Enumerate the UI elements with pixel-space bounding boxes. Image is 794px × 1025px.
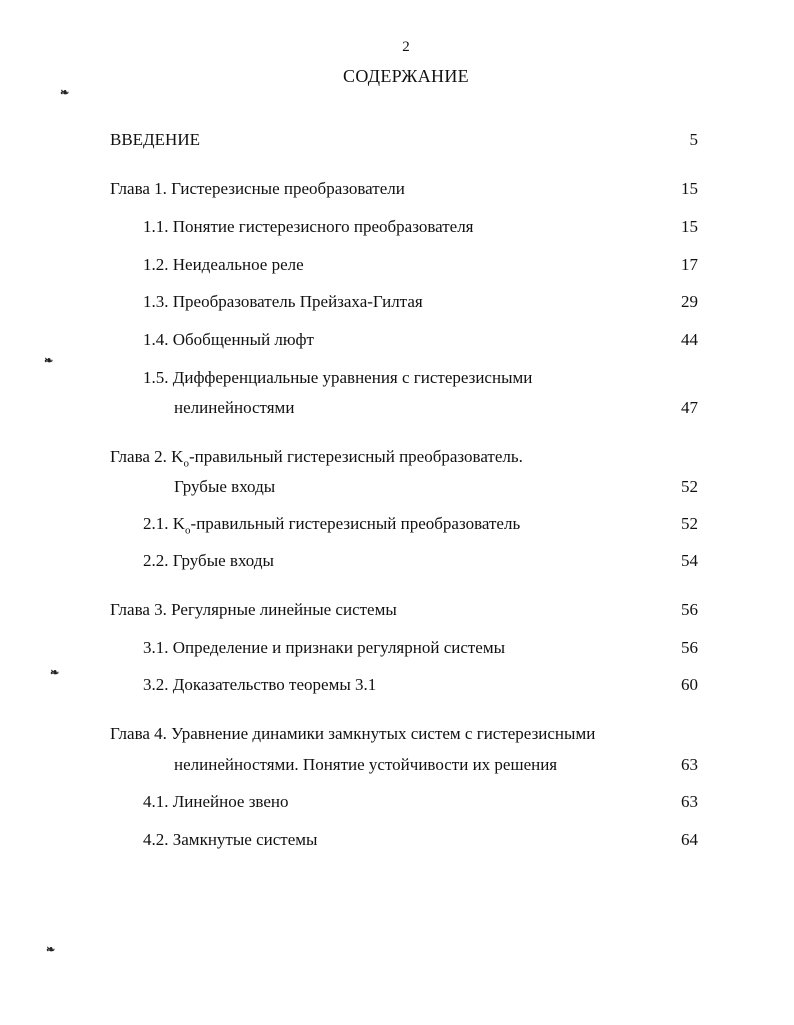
- toc-entry-chapter-4-continued[interactable]: [0, 753, 794, 777]
- subscript: o: [185, 524, 191, 537]
- toc-entry-section-1-3[interactable]: [0, 290, 794, 314]
- page-number: 2: [402, 39, 410, 55]
- toc-entry-page: 63: [681, 792, 698, 811]
- toc-entry-text: нелинейностями: [174, 398, 295, 417]
- toc-entry-section-3-1[interactable]: [0, 636, 794, 660]
- toc-entry-section-4-2[interactable]: [0, 828, 794, 852]
- toc-entry-text: 3.1. Определение и признаки регулярной системы: [143, 638, 506, 657]
- toc-entry-text-before: Глава 2. K: [110, 447, 184, 466]
- toc-entry-page: 17: [681, 255, 698, 274]
- toc-entry-page: 63: [681, 755, 698, 774]
- toc-entry-page: 56: [681, 600, 698, 619]
- toc-entry-text: Глава 3. Регулярные линейные системы: [110, 600, 397, 619]
- toc-entry-text: 1.1. Понятие гистерезисного преобразователя: [143, 217, 474, 236]
- toc-entry-section-2-1[interactable]: [0, 512, 794, 536]
- toc-entry-text: Глава 4. Уравнение динамики замкнутых систем с гистерезисными: [110, 724, 596, 743]
- toc-entry-text: нелинейностями. Понятие устойчивости их решения: [174, 755, 558, 774]
- toc-entry-chapter-3[interactable]: [0, 598, 794, 622]
- toc-entry-text: Грубые входы: [174, 477, 276, 496]
- page-title: СОДЕРЖАНИЕ: [343, 66, 469, 86]
- scan-mark-icon: ❧: [60, 87, 70, 99]
- subscript: o: [183, 457, 189, 470]
- toc-entry-section-4-1[interactable]: [0, 790, 794, 814]
- toc-entry-chapter-4[interactable]: [0, 722, 794, 746]
- toc-entry-text: 1.3. Преобразователь Прейзаха-Гилтая: [143, 292, 423, 311]
- toc-entry-text: [143, 512, 520, 542]
- toc-entry-page: 47: [681, 398, 698, 417]
- toc-entry-text: 4.2. Замкнутые системы: [143, 830, 318, 849]
- toc-entry-page: 60: [681, 675, 698, 694]
- toc-entry-text: Глава 1. Гистерезисные преобразователи: [110, 179, 405, 198]
- toc-entry-text-before: 2.1. K: [143, 514, 186, 533]
- toc-entry-text: 1.4. Обобщенный люфт: [143, 330, 314, 349]
- toc-entry-page: 56: [681, 638, 698, 657]
- toc-entry-chapter-2[interactable]: [0, 445, 794, 469]
- toc-entry-section-3-2[interactable]: [0, 673, 794, 697]
- toc-entry-page: 54: [681, 551, 698, 570]
- toc-entry-page: 5: [689, 130, 698, 149]
- toc-entry-section-2-2[interactable]: [0, 549, 794, 573]
- toc-entry-page: 64: [681, 830, 698, 849]
- toc-entry-introduction[interactable]: [0, 128, 794, 152]
- toc-entry-text-after: -правильный гистерезисный преобразователь: [190, 514, 521, 533]
- scan-mark-icon: ❧: [44, 355, 54, 367]
- toc-entry-section-1-5-continued[interactable]: [0, 396, 794, 420]
- toc-entry-text: 4.1. Линейное звено: [143, 792, 289, 811]
- toc-entry-section-1-1[interactable]: [0, 215, 794, 239]
- toc-entry-text-after: -правильный гистерезисный преобразователь.: [188, 447, 523, 466]
- toc-entry-page: 52: [681, 477, 698, 496]
- toc-entry-section-1-5[interactable]: [0, 366, 794, 390]
- toc-entry-text: 3.2. Доказательство теоремы 3.1: [143, 675, 377, 694]
- scan-mark-icon: ❧: [46, 944, 56, 956]
- toc-entry-section-1-4[interactable]: [0, 328, 794, 352]
- toc-entry-page: 15: [681, 179, 698, 198]
- toc-entry-section-1-2[interactable]: [0, 253, 794, 277]
- toc-entry-text: [110, 445, 523, 475]
- toc-entry-page: 15: [681, 217, 698, 236]
- toc-entry-text: ВВЕДЕНИЕ: [110, 130, 200, 149]
- toc-entry-page: 44: [681, 330, 698, 349]
- toc-entry-text: 2.2. Грубые входы: [143, 551, 274, 570]
- toc-entry-page: 29: [681, 292, 698, 311]
- toc-entry-chapter-1[interactable]: [0, 177, 794, 201]
- scan-mark-icon: ❧: [50, 667, 60, 679]
- toc-entry-chapter-2-continued[interactable]: [0, 475, 794, 499]
- toc-entry-page: 52: [681, 514, 698, 533]
- toc-entry-text: 1.5. Дифференциальные уравнения с гистерезисными: [143, 368, 533, 387]
- toc-entry-text: 1.2. Неидеальное реле: [143, 255, 304, 274]
